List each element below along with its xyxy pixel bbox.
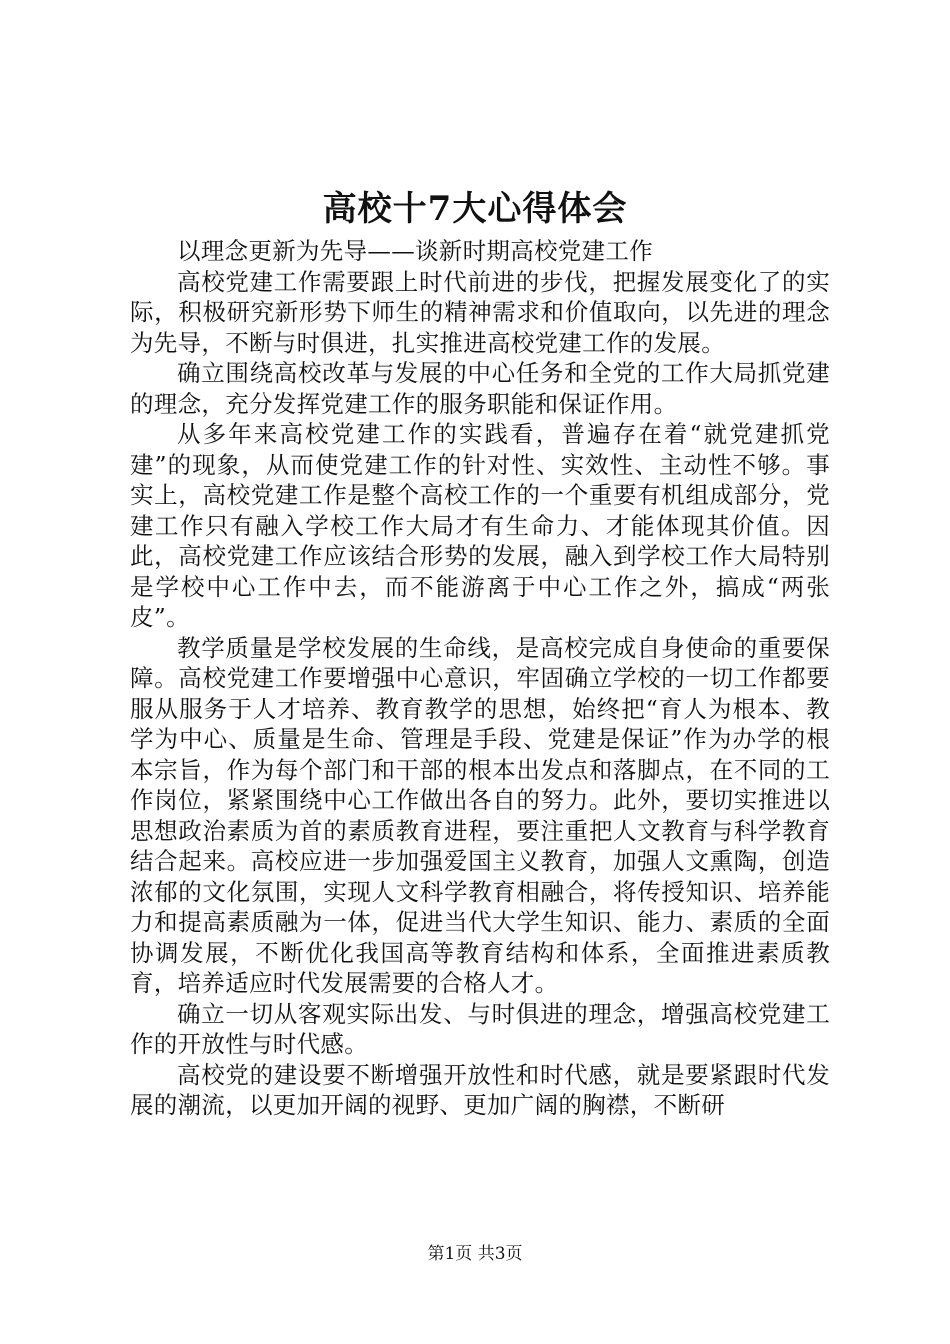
body-paragraph: 从多年来高校党建工作的实践看，普遍存在着“就党建抓党建”的现象，从而使党建工作的针对性、实效性、主动性不够。事实上，高校党建工作是整个高校工作的一个重要有机组成部分，党建工作只有融入学校工作大局才有生命力、才能体现其价值。因此，高校党建工作应该结合形势的发展，融入到学校工作大局特别是学校中心工作中去，而不能游离于中心工作之外，搞成“两张皮”。 [130,420,830,631]
body-paragraph: 高校党建工作需要跟上时代前进的步伐，把握发展变化了的实际，积极研究新形势下师生的精神需求和价值取向，以先进的理念为先导，不断与时俱进，扎实推进高校党建工作的发展。 [130,267,830,357]
subtitle-paragraph: 以理念更新为先导——谈新时期高校党建工作 [177,237,653,265]
body-paragraph: 教学质量是学校发展的生命线，是高校完成自身使命的重要保障。高校党建工作要增强中心意识，牢固确立学校的一切工作都要服从服务于人才培养、教育教学的思想，始终把“育人为根本、教学为中心、质量是生命、管理是手段、党建是保证”作为办学的根本宗旨，作为每个部门和干部的根本出发点和落脚点，在不同的工作岗位，紧紧围绕中心工作做出各自的努力。此外，要切实推进以思想政治素质为首的素质教育进程，要注重把人文教育与科学教育结合起来。高校应进一步加强爱国主义教育，加强人文熏陶，创造浓郁的文化氛围，实现人文科学教育相融合，将传授知识、培养能力和提高素质融为一体，促进当代大学生知识、能力、素质的全面协调发展，不断优化我国高等教育结构和体系，全面推进素质教育，培养适应时代发展需要的合格人才。 [130,633,830,997]
document-body [130,236,830,1121]
body-paragraph: 高校党的建设要不断增强开放性和时代感，就是要紧跟时代发展的潮流，以更加开阔的视野、更加广阔的胸襟，不断研 [130,1060,830,1119]
body-paragraph: 确立一切从客观实际出发、与时俱进的理念，增强高校党建工作的开放性与时代感。 [130,999,830,1058]
page-number-footer: 第1页 共3页 [427,1244,523,1264]
body-paragraph: 确立围绕高校改革与发展的中心任务和全党的工作大局抓党建的理念，充分发挥党建工作的服务职能和保证作用。 [130,359,830,418]
document-title: 高校十7大心得体会 [322,189,628,229]
